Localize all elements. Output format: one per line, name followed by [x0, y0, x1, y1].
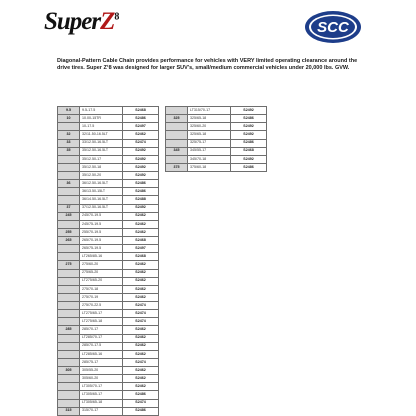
size-chart-right: [165, 106, 267, 172]
section-width-cell: 32: [58, 131, 80, 139]
tire-size-cell: 325/65-18: [188, 131, 231, 139]
tire-size-cell: 345/70-18: [188, 155, 231, 163]
tire-size-cell: 275/70-22.5: [80, 302, 123, 310]
table-row: [166, 155, 267, 163]
chain-part-cell: S2474: [123, 302, 159, 310]
section-width-cell: [58, 123, 80, 131]
chain-part-cell: S2488: [123, 196, 159, 204]
table-row: [58, 383, 159, 391]
table-row: [58, 399, 159, 407]
chain-part-cell: S2468: [123, 253, 159, 261]
table-row: [58, 188, 159, 196]
section-width-cell: [58, 391, 80, 399]
section-width-cell: [58, 350, 80, 358]
table-row: [58, 245, 159, 253]
table-row: [58, 302, 159, 310]
table-row: [58, 293, 159, 301]
chain-part-cell: S2462: [123, 261, 159, 269]
section-width-cell: 305: [58, 367, 80, 375]
table-row: [58, 261, 159, 269]
chain-part-cell: S2474: [123, 139, 159, 147]
section-width-cell: [166, 107, 188, 115]
chain-part-cell: S2492: [123, 155, 159, 163]
tire-size-cell: 36/14.50-16.5LT: [80, 196, 123, 204]
chain-part-cell: S2462: [123, 131, 159, 139]
section-width-cell: 255: [58, 228, 80, 236]
section-width-cell: [58, 269, 80, 277]
tire-size-cell: 37/12.50-16.5LT: [80, 204, 123, 212]
section-width-cell: 36: [58, 180, 80, 188]
table-row: [58, 277, 159, 285]
chain-part-cell: S2474: [123, 310, 159, 318]
chain-part-cell: S2462: [123, 342, 159, 350]
section-width-cell: 375: [166, 163, 188, 171]
table-row: [166, 163, 267, 171]
section-width-cell: [58, 188, 80, 196]
chain-part-cell: S2486: [123, 407, 159, 415]
section-width-cell: 265: [58, 237, 80, 245]
tire-size-cell: 305/60-20: [80, 375, 123, 383]
chain-part-cell: S2492: [231, 155, 267, 163]
tire-size-cell: 35/12.50-16.5LT: [80, 147, 123, 155]
chain-part-cell: S2486: [123, 180, 159, 188]
tire-size-cell: 265/75-19.5: [80, 245, 123, 253]
tire-size-cell: 35/12.50-20: [80, 172, 123, 180]
section-width-cell: [58, 342, 80, 350]
intro-text: Diagonal-Pattern Cable Chain provides performance for vehicles with VERY limited operating clearance around the drive tires. Super Z¹8 was designed for larger SUV's, small/medium commercial vehicles under 20,000 lbs. GVW.: [57, 58, 358, 72]
chain-part-cell: S2468: [123, 237, 159, 245]
table-row: [58, 107, 159, 115]
table-row: [58, 220, 159, 228]
table-row: [58, 375, 159, 383]
table-row: [166, 139, 267, 147]
section-width-cell: 33: [58, 139, 80, 147]
super-z8-logo: [44, 8, 144, 40]
tire-size-cell: 325/65-18: [188, 115, 231, 123]
section-width-cell: [58, 172, 80, 180]
tire-size-cell: 35/12.50-18: [80, 163, 123, 171]
section-width-cell: 315: [58, 407, 80, 415]
section-width-cell: [166, 131, 188, 139]
chain-part-cell: S2497: [123, 123, 159, 131]
tire-size-cell: 275/60-20: [80, 261, 123, 269]
chain-part-cell: S2486: [231, 115, 267, 123]
section-width-cell: 35: [58, 147, 80, 155]
tire-size-cell: 375/60-18: [188, 163, 231, 171]
tire-size-cell: 33/12.50-16.5LT: [80, 139, 123, 147]
tire-size-cell: 285/75-17: [80, 358, 123, 366]
tire-size-cell: 32/11.50-16.5LT: [80, 131, 123, 139]
section-width-cell: 37: [58, 204, 80, 212]
tire-size-cell: 10.00-15TR: [80, 115, 123, 123]
section-width-cell: [166, 155, 188, 163]
tire-size-cell: 285/70-17.5: [80, 342, 123, 350]
tire-size-cell: 305/55-20: [80, 367, 123, 375]
tire-size-cell: LT285/65-16: [80, 350, 123, 358]
section-width-cell: [58, 253, 80, 261]
chain-part-cell: S2492: [123, 147, 159, 155]
section-width-cell: [58, 375, 80, 383]
section-width-cell: 10: [58, 115, 80, 123]
tire-size-cell: 325/75-17: [188, 139, 231, 147]
tire-size-cell: 255/70-19.5: [80, 228, 123, 236]
table-row: [58, 228, 159, 236]
chain-part-cell: S2486: [231, 163, 267, 171]
tire-size-cell: LT315/70-17: [188, 107, 231, 115]
table-row: [58, 367, 159, 375]
table-row: [58, 147, 159, 155]
section-width-cell: 9.5: [58, 107, 80, 115]
chain-part-cell: S2474: [123, 318, 159, 326]
tire-size-cell: 36/13.50-15LT: [80, 188, 123, 196]
section-width-cell: 345: [166, 147, 188, 155]
table-row: [58, 131, 159, 139]
table-row: [58, 172, 159, 180]
tire-size-cell: 10-17.5: [80, 123, 123, 131]
tire-size-cell: 345/55-17: [188, 147, 231, 155]
chain-part-cell: S2462: [123, 220, 159, 228]
size-chart-left: [57, 106, 159, 416]
table-row: [58, 123, 159, 131]
section-width-cell: [58, 334, 80, 342]
table-row: [58, 196, 159, 204]
section-width-cell: [58, 293, 80, 301]
tire-size-cell: 275/70-19: [80, 293, 123, 301]
tire-size-cell: 315/70-17: [80, 407, 123, 415]
section-width-cell: [166, 123, 188, 131]
tire-size-cell: LT265/85-16: [80, 253, 123, 261]
chain-part-cell: S2492: [231, 131, 267, 139]
table-row: [58, 391, 159, 399]
table-row: [58, 342, 159, 350]
chain-part-cell: S2462: [123, 383, 159, 391]
chain-part-cell: S2492: [123, 163, 159, 171]
chain-part-cell: S2462: [123, 350, 159, 358]
tire-size-cell: LT275/65-20: [80, 277, 123, 285]
chain-part-cell: S2462: [123, 269, 159, 277]
tire-size-cell: LT275/65-18: [80, 318, 123, 326]
table-row: [166, 115, 267, 123]
chain-part-cell: S2492: [123, 172, 159, 180]
table-row: [58, 155, 159, 163]
table-row: [58, 407, 159, 415]
chain-part-cell: S2492: [123, 204, 159, 212]
section-width-cell: [58, 220, 80, 228]
table-row: [58, 253, 159, 261]
section-width-cell: 325: [166, 115, 188, 123]
tire-size-cell: 245/75-19.5: [80, 220, 123, 228]
chain-part-cell: S2486: [231, 139, 267, 147]
tire-size-cell: 265/70-19.5: [80, 237, 123, 245]
table-row: [166, 123, 267, 131]
chain-part-cell: S2492: [231, 123, 267, 131]
chain-part-cell: S2486: [123, 391, 159, 399]
table-row: [58, 237, 159, 245]
table-row: [166, 107, 267, 115]
section-width-cell: [58, 163, 80, 171]
table-row: [58, 334, 159, 342]
section-width-cell: [58, 277, 80, 285]
table-row: [166, 131, 267, 139]
table-row: [58, 285, 159, 293]
table-row: [58, 139, 159, 147]
chain-part-cell: S2462: [123, 367, 159, 375]
chain-part-cell: S2462: [123, 334, 159, 342]
tire-size-cell: 285/70-17: [80, 326, 123, 334]
logo-wordmark: SuperZ$^8$: [44, 8, 119, 35]
tire-size-cell: LT285/70-17: [80, 334, 123, 342]
section-width-cell: [58, 399, 80, 407]
table-row: [58, 318, 159, 326]
table-row: [58, 358, 159, 366]
section-width-cell: [166, 139, 188, 147]
section-width-cell: [58, 285, 80, 293]
chain-part-cell: S2474: [123, 358, 159, 366]
chain-part-cell: S2462: [123, 277, 159, 285]
scc-emblem-icon: [304, 10, 362, 44]
section-width-cell: [58, 196, 80, 204]
tire-size-cell: 325/60-20: [188, 123, 231, 131]
chain-part-cell: S2497: [123, 245, 159, 253]
table-row: [58, 204, 159, 212]
table-row: [58, 212, 159, 220]
section-width-cell: [58, 245, 80, 253]
tire-size-cell: 245/70-19.5: [80, 212, 123, 220]
section-width-cell: [58, 358, 80, 366]
table-row: [58, 163, 159, 171]
section-width-cell: 245: [58, 212, 80, 220]
table-row: [58, 326, 159, 334]
table-row: [58, 269, 159, 277]
chain-part-cell: S2474: [123, 399, 159, 407]
section-width-cell: 275: [58, 261, 80, 269]
chain-part-cell: S2462: [123, 228, 159, 236]
scc-logo: [304, 10, 362, 44]
brand-text: SCC: [317, 19, 349, 36]
chain-part-cell: S2468: [123, 107, 159, 115]
chain-part-cell: S2462: [123, 375, 159, 383]
tire-size-cell: 35/12.50-17: [80, 155, 123, 163]
chain-part-cell: S2486: [123, 115, 159, 123]
tire-size-cell: LT305/70-17: [80, 383, 123, 391]
chain-part-cell: S2462: [123, 326, 159, 334]
tire-size-cell: 36/12.50-16.5LT: [80, 180, 123, 188]
chain-part-cell: S2462: [123, 293, 159, 301]
tire-size-cell: 9.5-17.5: [80, 107, 123, 115]
section-width-cell: [58, 318, 80, 326]
tire-size-cell: 275/70-18: [80, 285, 123, 293]
table-row: [58, 310, 159, 318]
section-width-cell: [58, 310, 80, 318]
tire-size-cell: 275/65-20: [80, 269, 123, 277]
table-row: [58, 180, 159, 188]
table-row: [58, 350, 159, 358]
section-width-cell: [58, 302, 80, 310]
section-width-cell: [58, 383, 80, 391]
chain-part-cell: S2462: [123, 285, 159, 293]
section-width-cell: 285: [58, 326, 80, 334]
tire-size-cell: LT305/65-17: [80, 391, 123, 399]
table-row: [166, 147, 267, 155]
table-row: [58, 115, 159, 123]
tire-size-cell: LT305/65-18: [80, 399, 123, 407]
chain-part-cell: S2468: [231, 147, 267, 155]
chain-part-cell: S2486: [123, 188, 159, 196]
chain-part-cell: S2462: [123, 212, 159, 220]
tire-size-cell: LT275/65-17: [80, 310, 123, 318]
section-width-cell: [58, 155, 80, 163]
chain-part-cell: S2492: [231, 107, 267, 115]
